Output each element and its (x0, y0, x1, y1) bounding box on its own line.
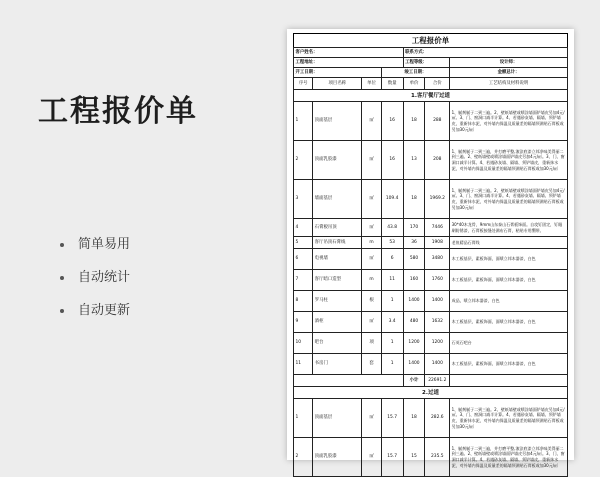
cell-unit: 根 (362, 291, 381, 312)
subtotal-value: 22691.2 (425, 375, 450, 387)
sheet-title: 工程报价单 (293, 33, 568, 47)
cell-total: 288 (425, 102, 450, 141)
cell-name: 客厅暗口造型 (313, 270, 362, 291)
table-row (294, 312, 568, 333)
customer-label: 客户姓名： (294, 48, 404, 58)
cell-qty: 53 (381, 237, 403, 249)
table-row (294, 333, 568, 354)
cell-total: 1400 (425, 291, 450, 312)
header-row (294, 78, 568, 90)
cell-desc: 1、腻剂腻子二到三遍。2、壁纸墙壁或喷涂墙面铲墙皮另加4元/㎡。3、门、窗洞口减半计算。4、若遇砂灰墙、隔墙、须铲墙皮，重新抹水泥，对外墙内保温及质量差的隔墙须满贴石膏板或另加30元/㎡ (450, 102, 568, 141)
cell-no: 7 (294, 270, 313, 291)
cell-total: 208 (425, 141, 450, 180)
cell-desc: 成品，喷立邦木器漆，白色 (450, 291, 568, 312)
cell-no: 11 (294, 354, 313, 375)
cell-desc: 木工板基层，素板饰面，面喷立邦木器漆，白色 (450, 354, 568, 375)
table-row (294, 270, 568, 291)
cell-no: 10 (294, 333, 313, 354)
cell-total: 1908 (425, 237, 450, 249)
cell-name: 石膏板吊顶 (313, 219, 362, 237)
cell-desc: 木工板基层，素板饰面，面喷立邦木器漆，白色 (450, 312, 568, 333)
cell-desc: 1、腻剂腻子二到三遍，并打磨平整,滚涂底漆立邦净味美得丽二到三遍。2、壁纸墙壁或喷涂墙面铲墙皮另加4元/㎡。3、门、窗洞口减半计算。4、若遇砂灰墙、隔墙、须铲墙皮，重新抹水泥，对外墙内保温及质量差的隔墙须满贴石膏板或加30元/㎡ (450, 438, 568, 477)
table-row (294, 237, 568, 249)
cell-price: 18 (403, 399, 425, 438)
cell-qty: 109.4 (381, 180, 403, 219)
cell-price: 18 (403, 180, 425, 219)
cell-qty: 15.7 (381, 399, 403, 438)
cell-desc: 1、腻剂腻子二到三遍。2、壁纸墙壁或喷涂墙面铲墙皮另加4元/㎡。3、门、窗洞口减半计算。4、若遇砂灰墙、隔墙、须铲墙皮，重新抹水泥，对外墙内保温及质量差的隔墙须满贴石膏板或另加30元/㎡ (450, 180, 568, 219)
cell-total: 1969.2 (425, 180, 450, 219)
contact-label: 联系方式： (403, 48, 567, 58)
cell-desc: 石英石吧台 (450, 333, 568, 354)
cell-name: 顶面基层 (313, 399, 362, 438)
cell-name: 顶面乳胶漆 (313, 141, 362, 180)
hero-title: 工程报价单 (38, 94, 198, 129)
section-row (294, 90, 568, 102)
cell-qty: 1 (381, 354, 403, 375)
cell-desc: 木工板基层，素板饰面，面喷立邦木器漆，白色 (450, 249, 568, 270)
cell-price: 1200 (403, 333, 425, 354)
cell-unit: ㎡ (362, 399, 381, 438)
cell-desc: 老鱼精品石膏线 (450, 237, 568, 249)
table-row (294, 354, 568, 375)
feature-item: 自动统计 (60, 268, 130, 301)
cell-qty: 43.8 (381, 219, 403, 237)
cell-unit: ㎡ (362, 102, 381, 141)
col-header: 工艺结构及材料说明 (450, 78, 568, 90)
cell-unit: ㎡ (362, 219, 381, 237)
cell-qty: 11 (381, 270, 403, 291)
col-header: 项目名称 (313, 78, 362, 90)
cell-no: 6 (294, 249, 313, 270)
cell-unit: ㎡ (362, 438, 381, 477)
cell-qty: 1 (381, 333, 403, 354)
total-amount-label: 金额总计： (450, 68, 568, 78)
col-header: 序号 (294, 78, 313, 90)
cell-total: 1632 (425, 312, 450, 333)
col-header: 数量 (381, 78, 403, 90)
cell-name: 罗马柱 (313, 291, 362, 312)
cell-no: 3 (294, 180, 313, 219)
subtotal-row (294, 375, 568, 387)
cell-price: 1400 (403, 354, 425, 375)
section-title: 1.客厅餐厅过道 (294, 90, 568, 102)
end-date-label: 竣工日期： (381, 68, 449, 78)
table-row (294, 291, 568, 312)
subtotal-label: 小计 (403, 375, 425, 387)
table-row (294, 141, 568, 180)
table-row (294, 219, 568, 237)
cell-no: 8 (294, 291, 313, 312)
cell-price: 170 (403, 219, 425, 237)
cell-total: 235.5 (425, 438, 450, 477)
table-row (294, 438, 568, 477)
section-row (294, 387, 568, 399)
cell-qty: 1 (381, 291, 403, 312)
cell-no: 4 (294, 219, 313, 237)
table-row (294, 102, 568, 141)
cell-name: 吧台 (313, 333, 362, 354)
cell-unit: ㎡ (362, 249, 381, 270)
cell-qty: 6 (381, 249, 403, 270)
cell-qty: 16 (381, 102, 403, 141)
cell-unit: 套 (362, 354, 381, 375)
cell-unit: m (362, 237, 381, 249)
col-header: 单位 (362, 78, 381, 90)
cell-price: 160 (403, 270, 425, 291)
cell-price: 18 (403, 102, 425, 141)
cell-qty: 15.7 (381, 438, 403, 477)
quote-sheet-preview (287, 29, 574, 468)
cell-price: 480 (403, 312, 425, 333)
cell-price: 36 (403, 237, 425, 249)
cell-total: 3480 (425, 249, 450, 270)
col-header: 合价 (425, 78, 450, 90)
cell-name: 书房门 (313, 354, 362, 375)
cell-price: 1400 (403, 291, 425, 312)
start-date-label: 开工日期： (294, 68, 382, 78)
cell-no: 1 (294, 102, 313, 141)
cell-qty: 16 (381, 141, 403, 180)
table-row (294, 399, 568, 438)
cell-name: 顶面基层 (313, 102, 362, 141)
meta-row (294, 48, 568, 58)
cell-desc: 1、腻剂腻子二到三遍。2、壁纸墙壁或喷涂墙面铲墙皮另加4元/㎡。3、门、窗洞口减半计算。4、若遇砂灰墙、隔墙、须铲墙皮，重新抹水泥，对外墙内保温及质量差的隔墙须满贴石膏板或另加30元/㎡ (450, 399, 568, 438)
cell-no: 5 (294, 237, 313, 249)
cell-no: 1 (294, 399, 313, 438)
feature-list (60, 235, 130, 334)
cell-qty: 3.4 (381, 312, 403, 333)
feature-item: 简单易用 (60, 235, 130, 268)
cell-unit: 项 (362, 333, 381, 354)
cell-name: 客厅吊顶石膏线 (313, 237, 362, 249)
cell-unit: m (362, 270, 381, 291)
cell-no: 9 (294, 312, 313, 333)
hero-panel (0, 0, 285, 460)
cell-unit: ㎡ (362, 180, 381, 219)
grade-label: 工程等级： (403, 58, 450, 68)
cell-desc: 1、腻剂腻子二到三遍，并打磨平整,滚涂底漆立邦净味美得丽二到三遍。2、壁纸墙壁或喷涂墙面铲墙皮另加4元/㎡。3、门、窗洞口减半计算。4、若遇砂灰墙、隔墙、须铲墙皮，重新抹水泥，对外墙内保温及质量差的隔墙须满贴石膏板或加30元/㎡ (450, 141, 568, 180)
cell-desc: 木工板基层，素板饰面，面喷立邦木器漆，白色 (450, 270, 568, 291)
cell-price: 580 (403, 249, 425, 270)
cell-name: 顶面乳胶漆 (313, 438, 362, 477)
cell-total: 1200 (425, 333, 450, 354)
section-title: 2.过道 (294, 387, 568, 399)
cell-name: 墙面基层 (313, 180, 362, 219)
designer-label: 设计师： (450, 58, 568, 68)
cell-price: 15 (403, 438, 425, 477)
cell-unit: ㎡ (362, 141, 381, 180)
cell-total: 7446 (425, 219, 450, 237)
cell-desc: 30*40木龙骨，9mm山东泰山石膏板饰面。自攻钉固定，钉眼刷防锈漆，石膏板接缝处满布石膏，粘贴专用绷带。 (450, 219, 568, 237)
address-label: 工程地址： (294, 58, 404, 68)
feature-item: 自动更新 (60, 301, 130, 334)
cell-total: 1760 (425, 270, 450, 291)
cell-unit: ㎡ (362, 312, 381, 333)
cell-total: 1400 (425, 354, 450, 375)
cell-no: 2 (294, 438, 313, 477)
meta-row (294, 68, 568, 78)
cell-price: 13 (403, 141, 425, 180)
quote-table (293, 47, 568, 477)
table-row (294, 180, 568, 219)
cell-no: 2 (294, 141, 313, 180)
cell-name: 酒柜 (313, 312, 362, 333)
table-row (294, 249, 568, 270)
meta-row (294, 58, 568, 68)
col-header: 单价 (403, 78, 425, 90)
cell-total: 282.6 (425, 399, 450, 438)
cell-name: 电视墙 (313, 249, 362, 270)
